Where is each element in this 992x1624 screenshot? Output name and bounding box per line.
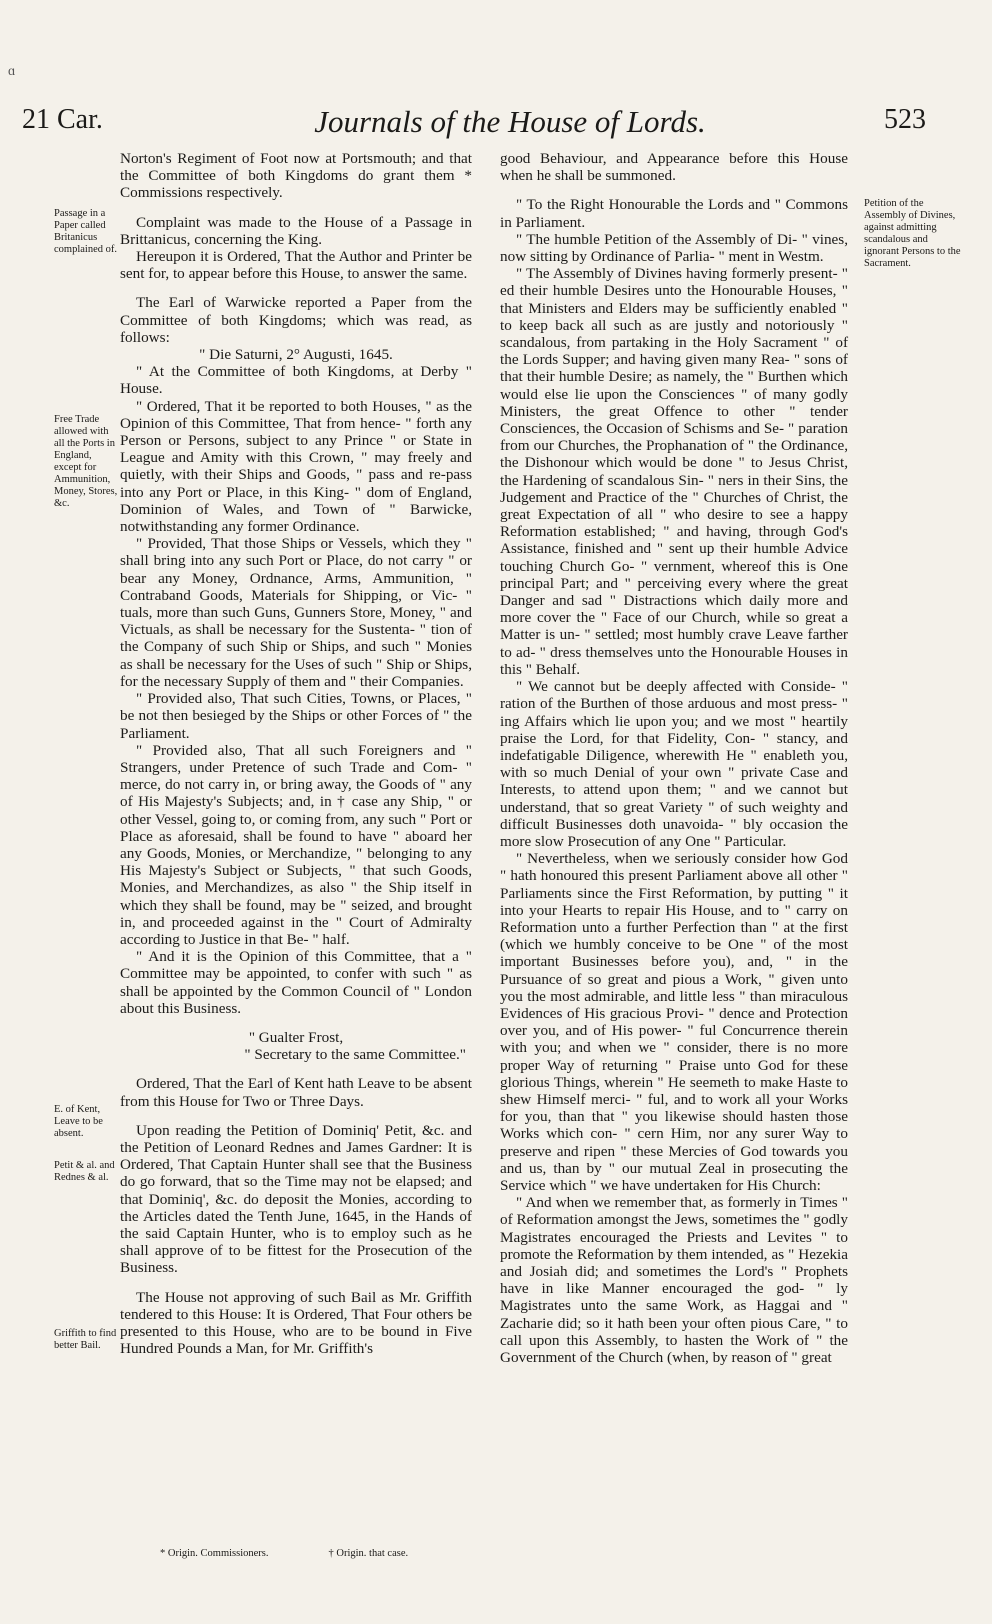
margin-note: Petit & al. and Rednes & al. [54, 1160, 115, 1183]
paragraph: " Secretary to the same Committee." [244, 1046, 466, 1064]
paragraph-gap [120, 1017, 472, 1029]
margin-note: E. of Kent, Leave to be absent. [54, 1104, 103, 1139]
paragraph: " Provided also, That such Cities, Towns, or Places, " be not then besieged by the Ships or other Forces of " the Parliament. [120, 690, 472, 742]
paragraph: " Die Saturni, 2° Augusti, 1645. [199, 346, 393, 364]
paragraph: " The Assembly of Divines having formerly present- " ed their humble Desires unto the Honourable Houses, " that Ministers and Elders may be sufficiently enabled " to keep back all such as are justly and notoriously " scandalous, from partaking in the Holy Sacrament " of the Lords Supper; and having given many Rea- " sons of that their humble Desire; as namely, the " Burthen which would else lie upon the Consciences " of many godly Ministers, the great Offence to other " tender Consciences, the Occasion of Schisms and Se- " paration from our Churches, the Prophanation of " the Ordinance, the Dishonour which would be done " to Jesus Christ, the Hardening of scandalous Sin- " ners in their Sins, the Judgement and Practice of the " Churches of Christ, the great Expectation of all " who desire to see a happy Reformation established; " and having, through God's Assistance, finished and " sent up their humble Advice touching Church Go- " vernment, whereof this is One principal Part; and " perceiving every where the great Danger and sad " Distractions which daily more and more cover the " Face of our Church, while so great a Matter is un- " settled; most humbly crave Leave farther to ad- " dress themselves unto the Honourable Houses in this " Behalf. [500, 265, 848, 678]
paragraph: " Gualter Frost, [248, 1028, 344, 1046]
paragraph: " Provided also, That all such Foreigners and " Strangers, under Pretence of such Trade and Com- " merce, do not carry in, or bring away, the Goods of " any of His Majesty's Subjects; and, in † case any Ship, " or other Vessel, going to, or coming from, any such " Port or Place as aforesaid, shall be found to have " aboard her any Goods, Monies, or Merchandize, " belonging to any His Majesty's Subject or Subjects, " that such Goods, Monies, and Merchandizes, as also " the Ship itself in which they shall be found, may be " seized, and brought in, and proceeded against in the " Court of Admiralty according to Justice in that Be- " half. [120, 741, 472, 948]
margin-note: Free Trade allowed with all the Ports in England, except for Ammunition, Money, Stores, &c. [54, 414, 118, 509]
right-column [500, 150, 848, 1366]
paragraph: good Behaviour, and Appearance before this House when he shall be summoned. [500, 150, 848, 185]
paragraph: Hereupon it is Ordered, That the Author and Printer be sent for, to appear before this House, to answer the same. [120, 248, 472, 283]
paragraph: " At the Committee of both Kingdoms, at Derby " House. [120, 363, 472, 398]
paragraph-gap [120, 282, 472, 294]
paragraph: " And when we remember that, as formerly in Times " of Reformation amongst the Jews, sometimes the " godly Magistrates encouraged the Priests and Levites " to promote the Reformation by them intended, as " Hezekia and Josiah did; and sometimes the Lord's " Prophets have in like Manner encouraged the god- " ly Magistrates unto the same Work, as Haggai and " Zacharie did; so it hath been your often pious Care, " to call upon this Assembly, to hasten the Work of " the Government of the Church (when, by reason of " great [500, 1194, 848, 1367]
paragraph: Norton's Regiment of Foot now at Portsmouth; and that the Committee of both Kingdoms do grant them * Commissions respectively. [120, 150, 472, 202]
stray-mark: ɑ [8, 64, 16, 79]
page-header [0, 104, 992, 144]
header-regnal-year: 21 Car. [22, 104, 103, 135]
paragraph: Upon reading the Petition of Dominiq' Petit, &c. and the Petition of Leonard Rednes and James Gardner: It is Ordered, That Captain Hunter shall see that the Business do go forward, that so the Time may not be elapsed; and that Dominiq', &c. do deposit the Monies, according to the Articles dated the Tenth June, 1645, in the Hands of the said Captain Hunter, who is to employ such as he shall approve of to be fittest for the Prosecution of the Business. [120, 1121, 472, 1277]
margin-note: Griffith to find better Bail. [54, 1328, 117, 1351]
paragraph: " Ordered, That it be reported to both Houses, " as the Opinion of this Committee, That from hence- " forth any Person or Persons, subject to any Prince " or State in League and Amity with this Crown, " may freely and quietly, with their Ships and Goods, " pass and re-pass into any Port or Place, in this King- " dom of England, Dominion of Wales, and Town of " Barwicke, notwithstanding any former Ordinance. [120, 397, 472, 536]
paragraph-gap [500, 184, 848, 196]
footnote: * Origin. Commissioners. [160, 1548, 269, 1559]
paragraph: " And it is the Opinion of this Committee, that a " Committee may be appointed, to confer with such " as shall be appointed by the Common Council of " London about this Business. [120, 948, 472, 1017]
paragraph-gap [120, 1110, 472, 1122]
paragraph: " We cannot but be deeply affected with Conside- " ration of the Burthen of those arduous and most press- " ing Affairs which lie upon you; and we most " heartily praise the Lord, for that Fidelity, Con- " stancy, and indefatigable Diligence, wherewith He " enableth you, with so much Denial of your own " private Case and Interests, to attend upon them; " and we cannot but understand, that so great Variety " of such weighty and difficult Businesses doth unavoida- " bly occasion the more slow Prosecution of any One " Particular. [500, 678, 848, 850]
paragraph: Complaint was made to the House of a Passage in Brittanicus, concerning the King. [120, 213, 472, 248]
paragraph: " Nevertheless, when we seriously consider how God " hath honoured this present Parliament above all other " Parliaments since the First Reformation, by putting " it into your Hearts to repair His House, and to " carry on Reformation unto a further Perfection than " at the first (which we humbly conceive to be One " of the most important Businesses before you), and, " in the Pursuance of so great and pious a Work, " given unto you the most admirable, and little less " than miraculous Evidences of His gracious Provi- " dence and Protection over you, and of His power- " ful Concurrence therein with you; and when we " consider, there is no more proper Way of returning " Praise unto God for these glorious Things, wherein " He seemeth to make Haste to shew Himself merci- " ful, and to work all your Works for you, than that " you likewise should hasten those Works which con- " cern Him, nor any surer Way to preserve and ripen " these Mercies of God towards you and us, than by " our mutual Zeal in prosecuting the Service which " we have undertaken for His Church: [500, 850, 848, 1194]
paragraph: " To the Right Honourable the Lords and " Commons in Parliament. [500, 196, 848, 231]
margin-note: Petition of the Assembly of Divines, against admitting scandalous and ignorant Persons to the Sacrament. [864, 198, 961, 269]
paragraph-gap [120, 202, 472, 214]
footnotes [160, 1548, 480, 1559]
header-title: Journals of the House of Lords. [314, 104, 706, 139]
paragraph: " The humble Petition of the Assembly of Di- " vines, now sitting by Ordinance of Parlia- " ment in Westm. [500, 230, 848, 266]
paragraph-gap [120, 1063, 472, 1075]
paragraph: The House not approving of such Bail as Mr. Griffith tendered to this House: It is Ordered, That Four others be presented to this House, who are to be bound in Five Hundred Pounds a Man, for Mr. Griffith's [120, 1288, 472, 1358]
paragraph: " Provided, That those Ships or Vessels, which they " shall bring into any such Port or Place, do not carry " or bear any Money, Ordnance, Arms, Ammunition, " Contraband Goods, Materials for Shipping, or Vic- " tuals, more than such Guns, Gunners Store, Money, " and Victuals, as shall be necessary for the Sustenta- " tion of the Company of such Ship or Ships, and such " Monies as shall be necessary for the Uses of such " Ship or Ships, for the necessary Supply of them and " their Companies. [120, 535, 472, 690]
paragraph: Ordered, That the Earl of Kent hath Leave to be absent from this House for Two or Three Days. [120, 1075, 472, 1110]
header-page-number: 523 [884, 104, 926, 135]
footnote: † Origin. that case. [328, 1548, 409, 1559]
margin-note: Passage in a Paper called Britanicus complained of. [54, 208, 117, 255]
left-column [120, 150, 472, 1357]
paragraph-gap [120, 1277, 472, 1289]
paragraph: The Earl of Warwicke reported a Paper from the Committee of both Kingdoms; which was read, as follows: [120, 294, 472, 346]
